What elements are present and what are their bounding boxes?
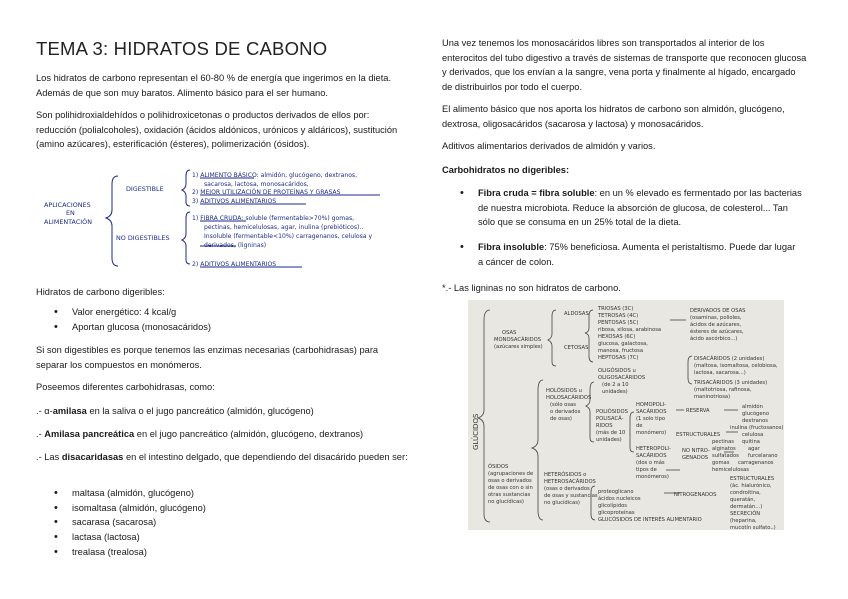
scheme-est2-5: dermatán...) xyxy=(730,504,763,510)
scheme-nonitro-list-6: gomas xyxy=(712,460,730,466)
scheme-est2-6: SECRECIÓN xyxy=(730,511,761,517)
scheme-polisac-5: unidades) xyxy=(596,437,622,443)
list-item: • isomaltasa (almidón, glucógeno) xyxy=(36,501,408,516)
dig-item-2: sacarosa, lactosa, monosacáridos, xyxy=(204,181,309,188)
list-item: • lactasa (lactosa) xyxy=(36,530,408,545)
nodig-item-2: pectinas, hemicelulosas, agar, inulina (prebióticos).. xyxy=(204,224,364,231)
scheme-oligo-2: OLIGOSACÁRIDOS xyxy=(598,375,646,381)
scheme-aldosas: ALDOSAS xyxy=(564,311,589,317)
scheme-heteropoli-4: tipos de xyxy=(636,467,657,473)
scheme-homopoli-1: HOMOPOLI- xyxy=(636,402,667,408)
scheme-polisac-1: POLIÓSIDOS xyxy=(596,409,628,415)
scheme-est-1: celulosa xyxy=(742,432,764,438)
scheme-heterosidos-3: (osas o derivados xyxy=(544,486,590,492)
scheme-trisac-3: maninotriosa) xyxy=(694,394,731,400)
scheme-osidos-2: (agrupaciones de xyxy=(488,471,534,477)
scheme-osidos-4: de osas con o sin xyxy=(488,485,533,491)
scheme-est-2: quitina xyxy=(742,439,760,445)
scheme-est2-1: ESTRUCTURALES xyxy=(730,476,775,482)
scheme-mono-5: HEXOSAS (6C) xyxy=(598,334,636,340)
diagram-no-digestible: NO DIGESTIBLES xyxy=(116,234,170,242)
scheme-homopoli-2: SACÁRIDOS xyxy=(636,409,667,415)
digestible-list xyxy=(36,305,408,334)
scheme-reserva-1: almidón xyxy=(742,404,763,410)
scheme-disac-3: lactosa, sacarosa...) xyxy=(694,370,746,376)
scheme-est2-7: (heparina, xyxy=(730,518,757,524)
scheme-mono-1: TRIOSAS (3C) xyxy=(598,306,634,312)
nodig-item-5: 2) ADITIVOS ALIMENTARIOS xyxy=(192,261,277,268)
scheme-derivados-1: DERIVADOS DE OSAS xyxy=(690,308,746,314)
list-item: • Aportan glucosa (monosacáridos) xyxy=(36,320,408,335)
scheme-nonitro-1: NO NITRO- xyxy=(682,448,710,454)
scheme-homopoli-3: (1 solo tipo xyxy=(636,416,666,422)
list-item: • Valor energético: 4 kcal/g xyxy=(36,305,408,320)
scheme-nitrogenados: NITROGENADOS xyxy=(674,492,717,498)
scheme-nonitro-list-7: carragenanos xyxy=(738,460,774,466)
digestible-brace xyxy=(182,170,190,206)
scheme-nonitro-list-1: pectinas xyxy=(712,439,734,445)
scheme-heterosidos-5: no glucídicas) xyxy=(544,500,580,506)
nondig-heading: Carbohidratos no digeribles: xyxy=(442,165,570,175)
scheme-holosidos-3: (sólo osas xyxy=(550,402,576,408)
scheme-mono-7: manosa, fructosa xyxy=(598,348,644,354)
scheme-hetero-5: GLUCÓSIDOS DE INTERÉS ALIMENTARIO xyxy=(598,517,702,523)
scheme-osas-2: MONOSACÁRIDOS xyxy=(494,337,542,343)
nodig-item-4: derivados, (ligninas) xyxy=(204,242,267,249)
absorption-paragraph: Una vez tenemos los monosacáridos libres son transportados al interior de los enterocitos del tubo digestivo a través de sistemas de transporte que reconocen glucosa y derivados, que los envían a la sangre, vena porta y finalmente al hígado, encargado de distribuirlos por todo el cuerpo. xyxy=(442,38,807,92)
scheme-est2-2: (ác. hialurónico, xyxy=(730,483,772,489)
scheme-osas-1: OSAS xyxy=(502,330,517,336)
scheme-disac-1: DISACÁRIDOS (2 unidades) xyxy=(694,356,765,362)
disacaridasas-line: .- Las disacaridasas en el intestino delgado, que dependiendo del disacárido pueden ser: xyxy=(36,452,408,462)
scheme-derivados-4: ésteres de azúcares, xyxy=(690,329,744,335)
scheme-mono-2: TETROSAS (4C) xyxy=(598,313,639,319)
scheme-estructurales: ESTRUCTURALES xyxy=(676,432,721,438)
enzyme-list xyxy=(36,486,408,560)
diagram-digestible: DIGESTIBLE xyxy=(126,185,164,193)
diagram-root-line-2: EN xyxy=(66,209,75,217)
scheme-trisac-2: (maltotriosa, rafinosa, xyxy=(694,387,752,393)
scheme-homopoli-5: monómero) xyxy=(636,430,667,436)
list-item: • maltasa (almidón, glucógeno) xyxy=(36,486,408,501)
scheme-osidos-3: osas o derivados xyxy=(488,478,532,484)
scheme-heteropoli-1: HETEROPOLI- xyxy=(636,446,671,452)
scheme-derivados-3: ácidos de azúcares, xyxy=(690,322,742,328)
digestible-reason: Si son digestibles es porque tenemos las enzimas necesarias (carbohidrasas) para separar los compuestos en monómeros. xyxy=(36,345,379,370)
scheme-osidos-5: otras sustancias xyxy=(488,492,531,498)
scheme-nonitro-list-3: agar xyxy=(748,446,760,452)
scheme-reserva: RESERVA xyxy=(686,408,710,414)
scheme-nonitro-2: GENADOS xyxy=(682,455,709,461)
scheme-hetero-2: ácidos nucleicos xyxy=(598,496,641,502)
scheme-mono-4: ribosa, xilosa, arabinosa xyxy=(598,327,662,333)
diagram-root-line-3: ALIMENTACIÓN xyxy=(44,218,92,226)
page-title: TEMA 3: HIDRATOS DE CABONO xyxy=(36,38,328,59)
scheme-heteropoli-2: SACÁRIDOS xyxy=(636,453,667,459)
scheme-heterosidos-1: HETERÓSIDOS o xyxy=(544,472,587,478)
scheme-polisac-4: (más de 10 xyxy=(596,430,626,436)
dig-item-1: 1) ALIMENTO BÁSICO: almidón, glucógeno, dextranos, xyxy=(192,172,358,179)
scheme-oligo-3: (de 2 a 10 xyxy=(602,382,629,388)
scheme-osidos-6: no glucídicas) xyxy=(488,499,524,505)
scheme-derivados-5: ácido ascórbico...) xyxy=(690,336,738,342)
scheme-nonitro-list-8: hemicelulosas xyxy=(712,467,749,473)
lignins-note: *.- Las ligninas no son hidratos de carbono. xyxy=(442,283,621,293)
basic-food-paragraph: El alimento básico que nos aporta los hidratos de carbono son almidón, glucógeno, dextrosa, oligosacáridos (sacarosa y lactosa) y monosacáridos. xyxy=(442,104,785,129)
scheme-disac-2: (maltosa, isomaltosa, celobiosa, xyxy=(694,363,778,369)
outer-brace xyxy=(106,176,118,266)
list-item: • sacarasa (sacarosa) xyxy=(36,515,408,530)
glucid-classification-scheme xyxy=(468,300,784,530)
scheme-hetero-3: glicolípidos xyxy=(598,503,627,509)
additives-paragraph: Aditivos alimentarios derivados de almidón y varios. xyxy=(442,141,656,151)
scheme-est2-3: condroitina, xyxy=(730,490,761,496)
list-item: • Fibra insoluble: 75% beneficiosa. Aumenta el peristaltismo. Puede dar lugar a cáncer de colon. xyxy=(442,240,802,269)
nodig-item-1: 1) FIBRA CRUDA: soluble (fermentable>70%) gomas, xyxy=(192,215,355,222)
scheme-hetero-4: glicoproteínas xyxy=(598,510,635,516)
scheme-heteropoli-3: (dos o más xyxy=(636,460,665,466)
scheme-reserva-4: inulina (fructosanos) xyxy=(730,425,784,431)
fiber-list xyxy=(442,186,802,270)
scheme-derivados-2: (osaminas, polioles, xyxy=(690,315,742,321)
scheme-reserva-2: glucógeno xyxy=(742,411,769,417)
scheme-heteropoli-5: monómeros) xyxy=(636,474,669,480)
scheme-glucidos: GLÚCIDOS xyxy=(472,413,480,450)
scheme-holosidos-5: de osas) xyxy=(550,416,572,422)
scheme-mono-6: glucosa, galactosa, xyxy=(598,341,648,347)
scheme-hetero-1: proteoglicano xyxy=(598,489,634,495)
scheme-reserva-3: dextranos xyxy=(742,418,768,424)
intro-paragraph: Los hidratos de carbono representan el 60-80 % de energía que ingerimos en la dieta. Además de que son muy baratos. Alimento básico para el ser humano. xyxy=(36,73,392,98)
dig-item-4: 3) ADITIVOS ALIMENTARIOS xyxy=(192,198,277,205)
scheme-est2-4: queratán, xyxy=(730,497,756,503)
digestible-heading: Hidratos de carbono digeribles: xyxy=(36,287,165,297)
list-item: • Fibra cruda = fibra soluble: en un % elevado es fermentado por las bacterias de nuestra microbiota. Reduce la absorción de glucosa, de colesterol... Tan sólo que se consuma en un 25% total de la dieta. xyxy=(442,186,802,230)
scheme-holosidos-4: o derivados xyxy=(550,409,581,415)
scheme-nonitro-list-5: furcelarano xyxy=(748,453,778,459)
scheme-oligo-1: OLIGÓSIDOS u xyxy=(598,368,636,374)
scheme-oligo-4: unidades) xyxy=(602,389,628,395)
list-item: • trealasa (trealosa) xyxy=(36,545,408,560)
scheme-heterosidos-2: HETEROSACÁRIDOS xyxy=(544,479,596,485)
scheme-osidos-1: ÓSIDOS xyxy=(488,464,509,470)
derivatives-paragraph: Son polihidroxialdehídos o polihidroxicetonas o productos derivados de ellos por: reducción (polialcoholes), oxidación (ácidos aldónicos, urónicos y aldáricos), sustitución (amino azúcares), esterificación (ésteres), polimerización (ósidos). xyxy=(36,110,398,149)
scheme-est2-8: mucotín sulfato..) xyxy=(730,525,776,530)
amilasa-line: .- α-amilasa en la saliva o el jugo pancreático (almidón, glucógeno) xyxy=(36,406,314,416)
dig-item-3: 2) MEJOR UTILIZACIÓN DE PROTEÍNAS Y GRASAS xyxy=(192,189,341,196)
scheme-polisac-2: POLISACÁ- xyxy=(596,416,624,422)
scheme-mono-8: HEPTOSAS (7C) xyxy=(598,355,639,361)
scheme-cetosas: CETOSAS xyxy=(564,345,589,351)
scheme-nonitro-list-4: sulfatados xyxy=(712,453,739,459)
scheme-heterosidos-4: de osas y sustancias xyxy=(544,493,598,499)
scheme-svg xyxy=(468,300,784,530)
diagram-svg xyxy=(40,166,410,274)
nodigestible-brace xyxy=(182,212,190,264)
scheme-holosidos-1: HOLÓSIDOS u xyxy=(546,388,582,394)
scheme-polisac-3: RIDOS xyxy=(596,423,613,429)
amilasa-pancreatica-line: .- Amilasa pancreática en el jugo pancreático (almidón, glucógeno, dextranos) xyxy=(36,429,364,439)
enzymes-intro: Poseemos diferentes carbohidrasas, como: xyxy=(36,382,215,392)
scheme-nonitro-list-2: alginatos xyxy=(712,446,736,452)
food-applications-diagram xyxy=(40,166,410,274)
scheme-homopoli-4: de xyxy=(636,423,643,429)
scheme-holosidos-2: HOLOSACÁRIDOS xyxy=(546,395,592,401)
scheme-trisac-1: TRISACÁRIDOS (3 unidades) xyxy=(694,380,768,386)
diagram-root-line-1: APLICACIONES xyxy=(44,201,91,209)
nodig-item-3: Insoluble (fermentable<10%) carragenanos, celulosa y xyxy=(204,233,373,240)
scheme-mono-3: PENTOSAS (5C) xyxy=(598,320,639,326)
scheme-osas-3: (azúcares simples) xyxy=(494,344,543,350)
